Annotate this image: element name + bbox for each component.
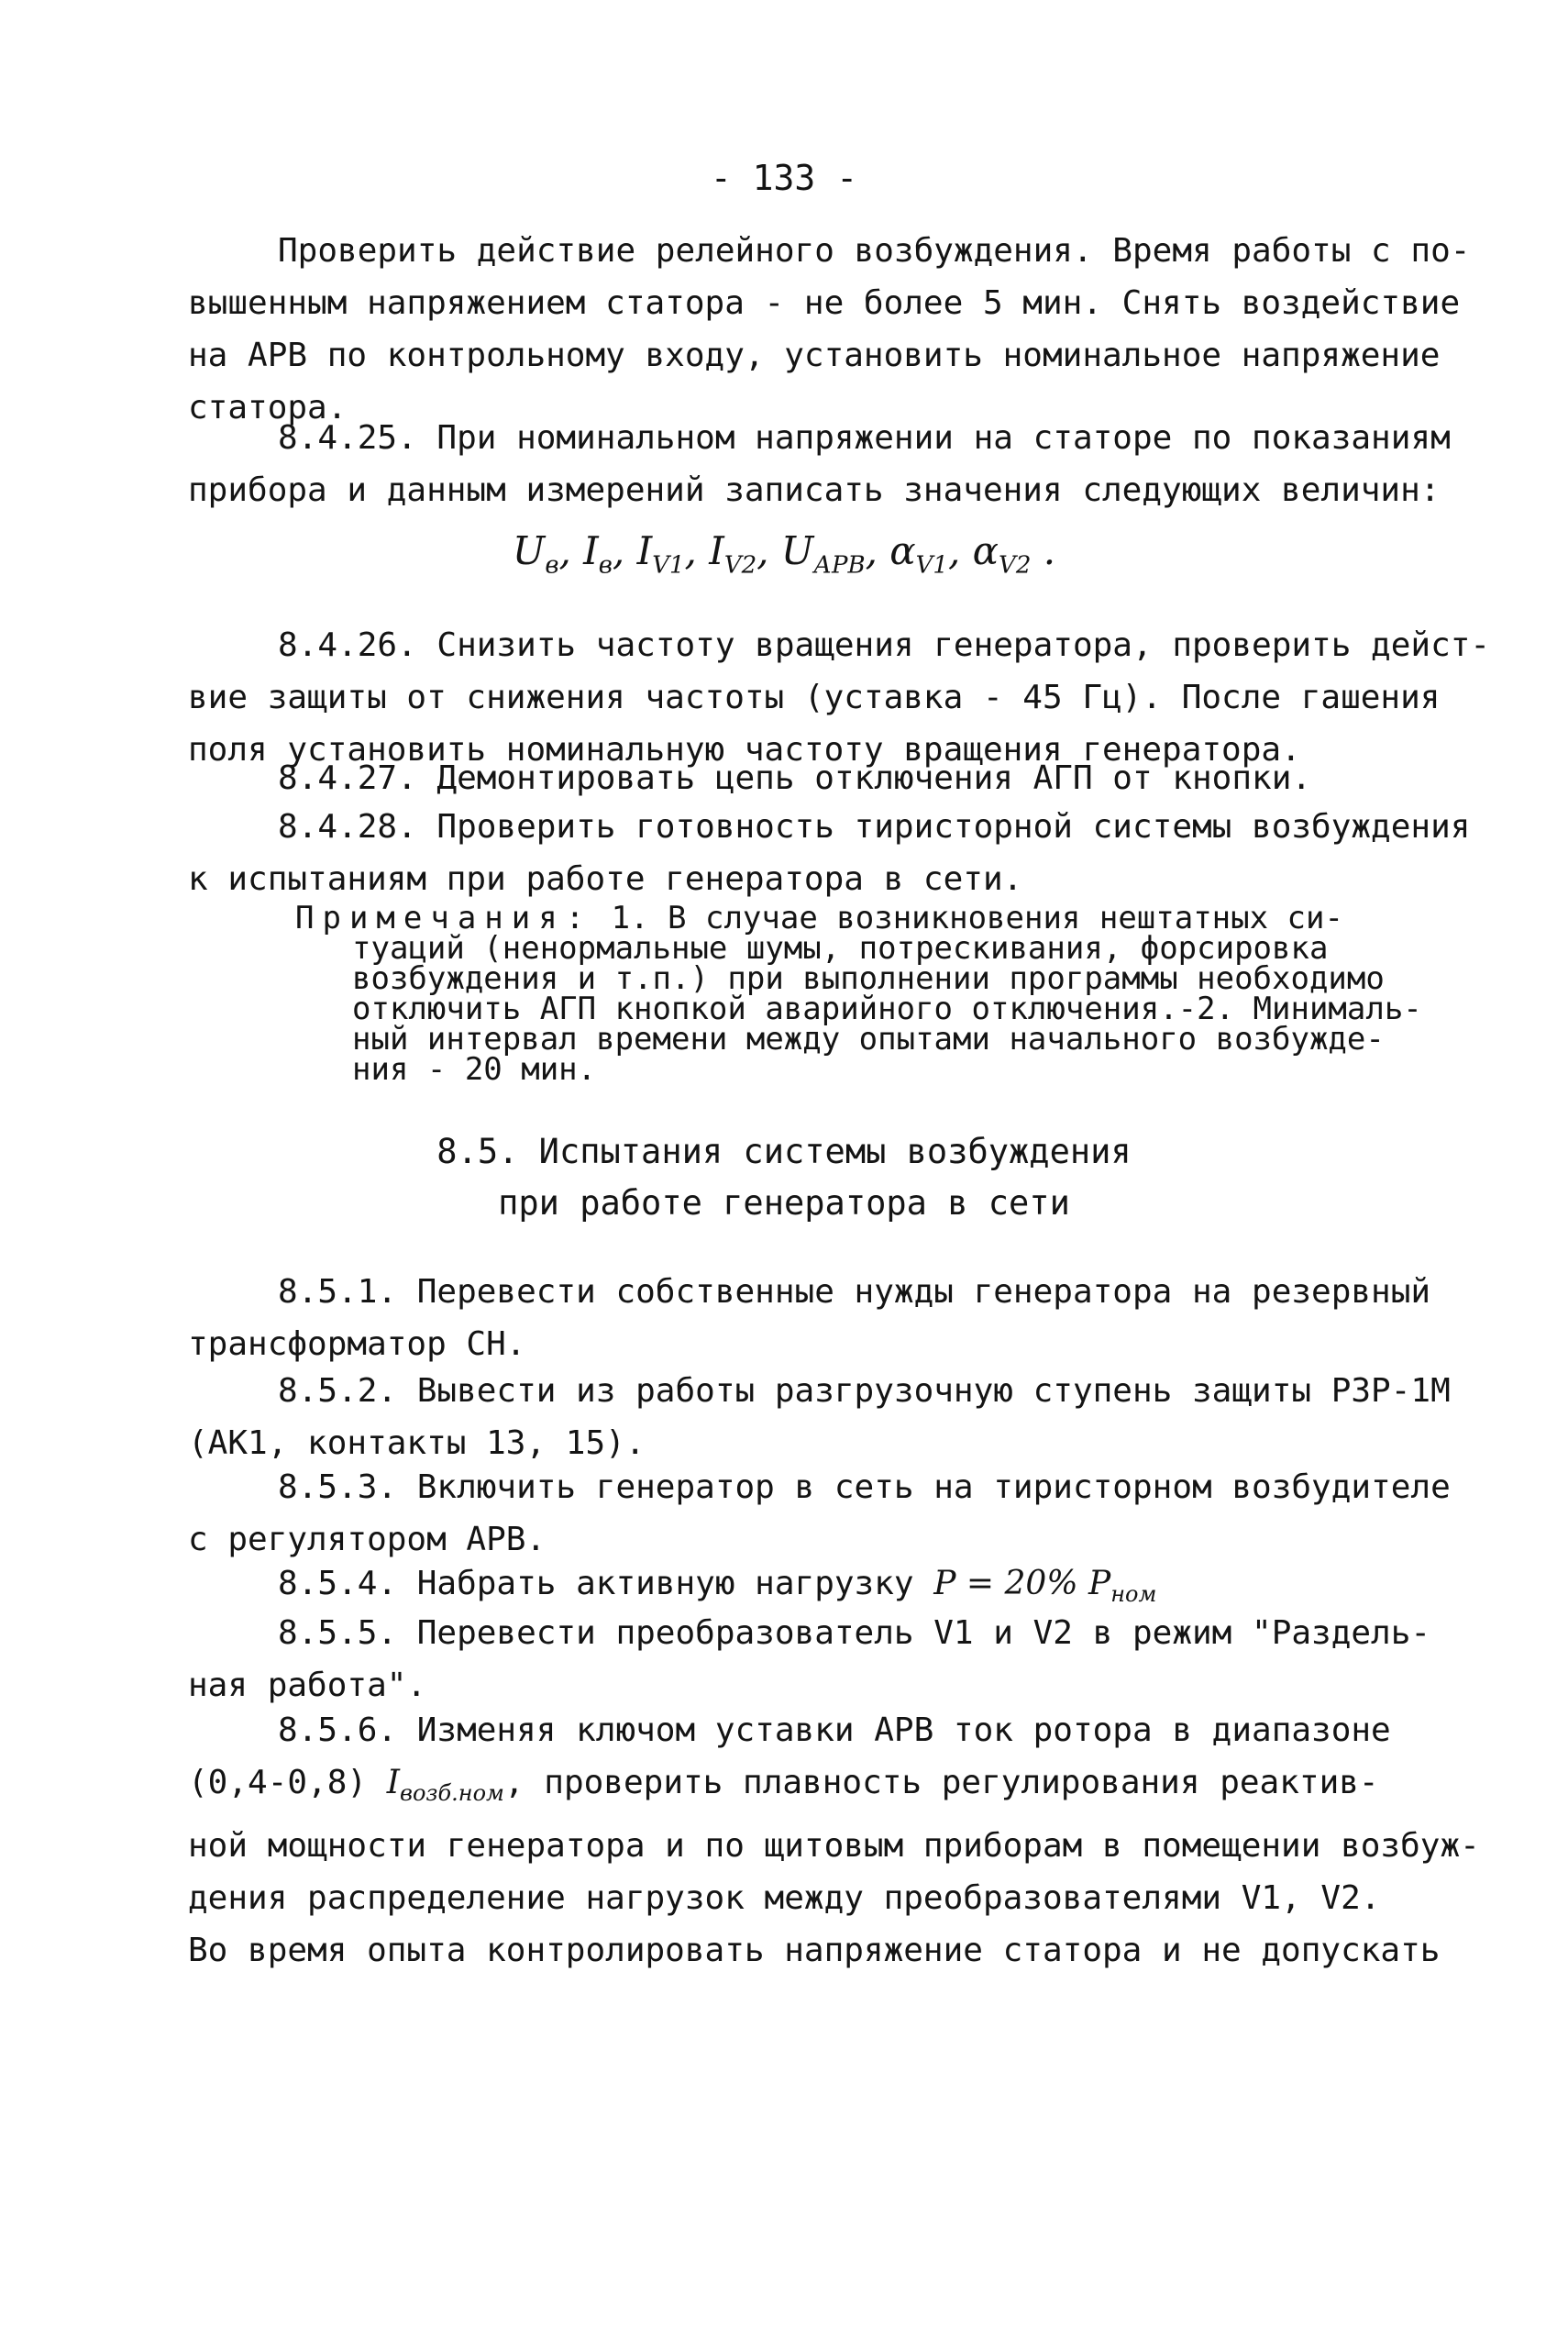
text-line: Проверить действие релейного возбуждения. Время работы с по- [278,232,1471,270]
heading-line: при работе генератора в сети [498,1183,1070,1223]
text-line: 8.4.25. При номинальном напряжении на статоре по показаниям [278,419,1451,457]
text-line: (АК1, контакты 13, 15). [188,1424,646,1462]
paragraph-8-5-1 [188,1266,1431,1370]
text-line: 8.5.4. Набрать активную нагрузку P = 20% $P_{ном}$ [278,1565,1157,1608]
paragraph-8-5-6 [188,1704,1480,1977]
text-line: к испытаниям при работе генератора в сети. [188,860,1023,898]
heading-line: 8.5. Испытания системы возбуждения [436,1132,1132,1171]
note-line: ный интервал времени между опытами начального возбужде- [352,1021,1385,1058]
note-line: ния - 20 мин. [352,1051,597,1088]
page-number: - 133 - [710,158,858,198]
note-line: возбуждения и т.п.) при выполнении программы необходимо [352,960,1385,997]
formula-power: P = 20% $P_{ном}$ [933,1565,1157,1608]
note-label: Примечания: [295,900,593,936]
paragraph-intro [188,225,1471,434]
text-line: трансформатор СН. [188,1325,526,1363]
paragraph-8-4-28 [188,801,1471,905]
note-first-line: Примечания: 1. В случае возникновения нештатных си- [295,900,1343,936]
text-line: ной мощности генератора и по щитовым приборам в помещении возбуж- [188,1827,1480,1866]
text-line: прибора и данным измерений записать значения следующих величин: [188,471,1441,509]
text-line: 8.5.6. Изменяя ключом уставки АРВ ток ротора в диапазоне [278,1711,1391,1749]
text-line: 8.4.28. Проверить готовность тиристорной системы возбуждения [278,808,1471,846]
paragraph-8-5-2 [188,1365,1451,1469]
text-line: дения распределение нагрузок между преобразователями V1, V2. [188,1879,1381,1918]
text-line: вие защиты от снижения частоты (уставка - 45 Гц). После гашения [188,679,1441,716]
text-line: 8.4.27. Демонтировать цепь отключения АГП от кнопки. [278,759,1312,797]
text-line: ная работа". [188,1667,427,1704]
paragraph-8-4-25 [188,412,1451,516]
text-line: с регулятором АРВ. [188,1521,547,1558]
text-line: 8.4.26. Снизить частоту вращения генератора, проверить дейст- [278,626,1491,664]
text-line: вышенным напряжением статора - не более 5 мин. Снять воздействие [188,284,1461,322]
text-line: 8.5.2. Вывести из работы разгрузочную ступень защиты РЗР-1М [278,1372,1451,1410]
text-line: на АРВ по контрольному входу, установить номинальное напряжение [188,337,1441,374]
paragraph-8-5-3 [188,1461,1451,1566]
note-block [295,900,1423,1088]
section-heading [0,1126,1568,1229]
text-line: статора. [188,389,348,426]
note-line: отключить АГП кнопкой аварийного отключения.-2. Минималь- [352,991,1422,1027]
text-line: Во время опыта контролировать напряжение статора и не допускать [188,1932,1441,1970]
text-line: 8.5.1. Перевести собственные нужды генератора на резервный [278,1273,1431,1311]
formula-current: $I_{возб.ном}$ [386,1764,504,1807]
text-line: 8.5.5. Перевести преобразователь V1 и V2 в режим "Раздель- [278,1614,1431,1652]
paragraph-8-4-27 [188,752,1412,804]
text-line: (0,4-0,8) $I_{возб.ном}$, проверить плавность регулирования реактив- [188,1764,1379,1807]
formula-quantities: $U_в$, $I_в$, $I_{V1}$, $I_{V2}$, $U_{АРВ}$, $\alpha_{V1}$, $\alpha_{V2}$ . [512,528,1056,580]
paragraph-8-5-5 [188,1607,1431,1711]
text-line: 8.5.3. Включить генератор в сеть на тиристорном возбудителе [278,1468,1451,1506]
text-line: поля установить номинальную частоту вращения генератора. [188,731,1301,769]
note-line: туаций (ненормальные шумы, потрескивания, форсировка [352,930,1329,967]
